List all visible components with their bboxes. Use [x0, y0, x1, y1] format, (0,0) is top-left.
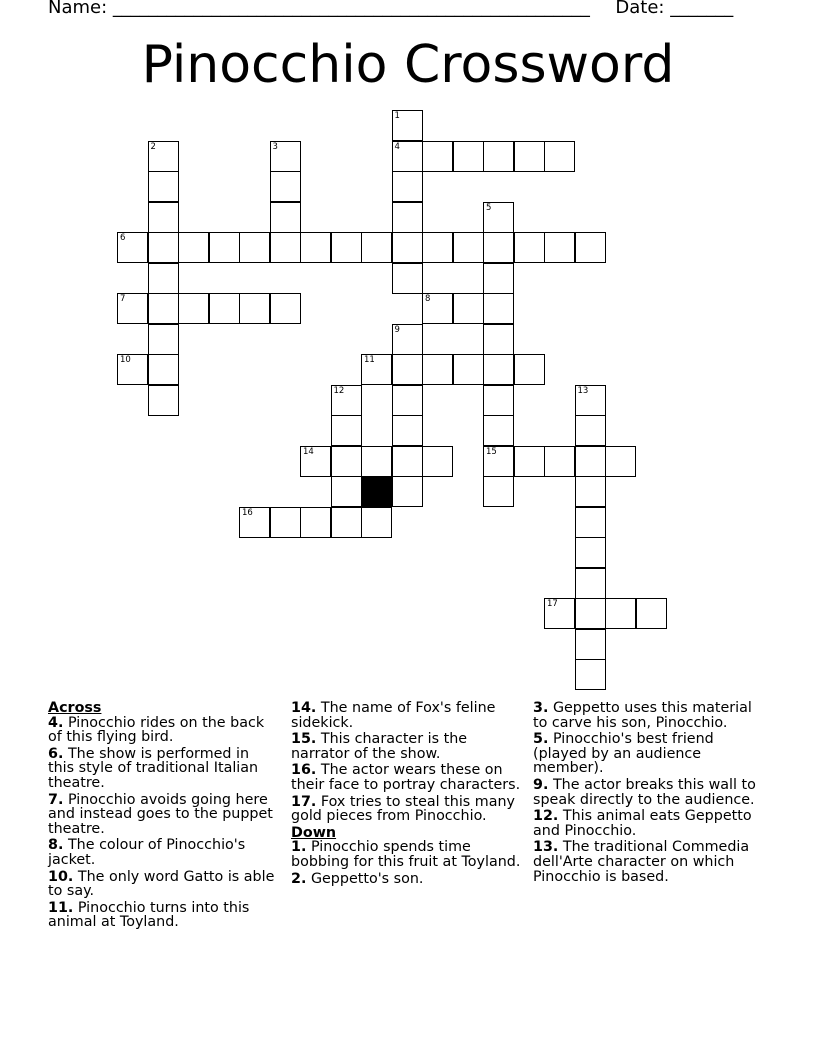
grid-cell[interactable]: [361, 354, 392, 385]
grid-cell[interactable]: [239, 507, 270, 538]
grid-cell[interactable]: [636, 598, 667, 629]
clue-number: 14: [303, 446, 314, 457]
grid-cell[interactable]: [331, 232, 362, 263]
grid-cell[interactable]: [148, 324, 179, 355]
grid-cell[interactable]: [331, 446, 362, 477]
grid-cell[interactable]: [483, 141, 514, 172]
clue-down-5: 5. Pinocchio's best friend (played by an audience member).: [533, 731, 714, 777]
grid-cell[interactable]: [514, 141, 545, 172]
grid-cell[interactable]: [331, 476, 362, 507]
clue-across-8: 8. The colour of Pinocchio's jacket.: [48, 837, 246, 868]
grid-cell[interactable]: [453, 232, 484, 263]
grid-cell[interactable]: [392, 385, 423, 416]
grid-cell[interactable]: [148, 263, 179, 294]
across-heading: Across: [48, 700, 102, 716]
clues-column-1: [48, 701, 278, 932]
grid-cell[interactable]: [117, 232, 148, 263]
grid-cell[interactable]: [575, 659, 606, 690]
grid-cell[interactable]: [575, 598, 606, 629]
grid-cell[interactable]: [361, 446, 392, 477]
grid-cell[interactable]: [453, 293, 484, 324]
grid-cell[interactable]: [544, 446, 575, 477]
grid-cell[interactable]: [575, 629, 606, 660]
grid-cell[interactable]: [514, 232, 545, 263]
grid-cell[interactable]: [392, 110, 423, 141]
grid-cell[interactable]: [270, 202, 301, 233]
grid-cell[interactable]: [392, 171, 423, 202]
grid-cell[interactable]: [270, 141, 301, 172]
grid-cell[interactable]: [270, 232, 301, 263]
clue-down-12: 12. This animal eats Geppetto and Pinocchio.: [533, 808, 752, 839]
grid-cell[interactable]: [148, 141, 179, 172]
clue-across-6: 6. The show is performed in this style of traditional Italian theatre.: [48, 745, 259, 791]
grid-cell[interactable]: [514, 446, 545, 477]
clue-number: 16: [242, 507, 253, 518]
grid-cell[interactable]: [270, 293, 301, 324]
grid-cell[interactable]: [575, 476, 606, 507]
grid-cell[interactable]: [514, 354, 545, 385]
clue-down-2: 2. Geppetto's son.: [291, 870, 424, 887]
grid-cell[interactable]: [453, 141, 484, 172]
grid-cell[interactable]: [483, 263, 514, 294]
clue-across-14: 14. The name of Fox's feline sidekick.: [291, 700, 496, 731]
page-title: Pinocchio Crossword: [141, 35, 675, 95]
grid-cell[interactable]: [331, 385, 362, 416]
clue-number: 17: [547, 599, 558, 609]
grid-cell[interactable]: [239, 293, 270, 324]
clue-down-1: 1. Pinocchio spends time bobbing for this fruit at Toyland.: [291, 839, 521, 870]
date-label: Date:: [615, 0, 665, 18]
grid-cell[interactable]: [178, 293, 209, 324]
grid-cell[interactable]: [270, 507, 301, 538]
grid-cell[interactable]: [605, 598, 636, 629]
clue-number: 5: [486, 202, 492, 213]
grid-cell[interactable]: [361, 507, 392, 538]
clue-down-3: 3. Geppetto uses this material to carve his son, Pinocchio.: [533, 700, 752, 731]
grid-cell[interactable]: [300, 232, 331, 263]
grid-cell[interactable]: [117, 293, 148, 324]
grid-cell[interactable]: [575, 568, 606, 599]
clues-column-3: [533, 701, 763, 886]
grid-cell[interactable]: [148, 293, 179, 324]
date-line[interactable]: _______: [670, 0, 734, 18]
grid-cell[interactable]: [483, 202, 514, 233]
clue-number: 6: [120, 233, 126, 243]
grid-cell[interactable]: [483, 415, 514, 446]
grid-cell[interactable]: [392, 141, 423, 172]
clue-number: 1: [394, 111, 400, 121]
grid-cell[interactable]: [148, 385, 179, 416]
clue-down-9: 9. The actor breaks this wall to speak directly to the audience.: [533, 776, 756, 808]
clue-number: 2: [150, 141, 156, 152]
grid-cell[interactable]: [270, 171, 301, 202]
clue-across-15: 15. This character is the narrator of the show.: [291, 731, 468, 762]
grid-cell[interactable]: [483, 385, 514, 416]
grid-cell[interactable]: [483, 232, 514, 263]
grid-cell[interactable]: [575, 507, 606, 538]
grid-cell[interactable]: [422, 232, 453, 263]
grid-cell[interactable]: [331, 507, 362, 538]
clue-down-13: 13. The traditional Commedia dell'Arte character on which Pinocchio is based.: [533, 839, 750, 885]
grid-cell[interactable]: [483, 476, 514, 507]
grid-cell[interactable]: [392, 232, 423, 263]
grid-cell[interactable]: [575, 446, 606, 477]
grid-cell[interactable]: [209, 293, 240, 324]
grid-cell[interactable]: [483, 324, 514, 355]
clue-number: 15: [486, 446, 497, 457]
grid-cell[interactable]: [575, 385, 606, 416]
clue-across-16: 16. The actor wears these on their face to portray characters.: [291, 762, 521, 793]
grid-cell[interactable]: [148, 232, 179, 263]
grid-cell[interactable]: [300, 507, 331, 538]
grid-cell[interactable]: [392, 446, 423, 477]
clue-across-17: 17. Fox tries to steal this many gold pieces from Pinocchio.: [291, 793, 516, 825]
clue-number: 8: [425, 294, 431, 304]
down-heading: Down: [291, 824, 337, 841]
name-label: Name:: [48, 0, 108, 18]
grid-cell[interactable]: [483, 293, 514, 324]
grid-cell[interactable]: [544, 232, 575, 263]
clue-number: 11: [364, 355, 375, 365]
grid-cell[interactable]: [392, 476, 423, 507]
grid-cell[interactable]: [575, 537, 606, 568]
grid-cell[interactable]: [422, 293, 453, 324]
grid-cell[interactable]: [392, 324, 423, 355]
clue-number: 12: [333, 385, 345, 396]
grid-cell[interactable]: [422, 141, 453, 172]
clue-number: 3: [272, 141, 278, 152]
grid-cell[interactable]: [544, 598, 575, 629]
grid-cell[interactable]: [422, 446, 453, 477]
grid-cell[interactable]: [483, 354, 514, 385]
clues-column-2: [291, 701, 521, 888]
grid-cell[interactable]: [331, 415, 362, 446]
grid-cell[interactable]: [575, 415, 606, 446]
clue-across-10: 10. The only word Gatto is able to say.: [48, 868, 275, 900]
grid-cell[interactable]: [148, 354, 179, 385]
clue-across-4: 4. Pinocchio rides on the back of this flying bird.: [48, 714, 265, 746]
grid-cell[interactable]: [239, 232, 270, 263]
clue-across-7: 7. Pinocchio avoids going here and instead goes to the puppet theatre.: [48, 791, 273, 837]
clue-number: 13: [577, 385, 589, 396]
blocked-cell: [361, 476, 392, 507]
grid-cell[interactable]: [605, 446, 636, 477]
grid-cell[interactable]: [178, 232, 209, 263]
clue-number: 10: [120, 355, 131, 365]
grid-cell[interactable]: [392, 263, 423, 294]
grid-cell[interactable]: [361, 232, 392, 263]
name-line[interactable]: _____________________________________________________: [112, 0, 590, 18]
clue-number: 4: [394, 141, 400, 152]
clue-number: 7: [120, 294, 126, 304]
grid-cell[interactable]: [544, 141, 575, 172]
grid-cell[interactable]: [392, 354, 423, 385]
grid-cell[interactable]: [392, 202, 423, 233]
grid-cell[interactable]: [148, 202, 179, 233]
grid-cell[interactable]: [117, 354, 148, 385]
grid-cell[interactable]: [392, 415, 423, 446]
grid-cell[interactable]: [575, 232, 606, 263]
grid-cell[interactable]: [148, 171, 179, 202]
grid-cell[interactable]: [483, 446, 514, 477]
grid-cell[interactable]: [422, 354, 453, 385]
grid-cell[interactable]: [209, 232, 240, 263]
grid-cell[interactable]: [453, 354, 484, 385]
clue-across-11: 11. Pinocchio turns into this animal at Toyland.: [48, 899, 250, 931]
clue-number: 9: [394, 324, 400, 335]
grid-cell[interactable]: [300, 446, 331, 477]
